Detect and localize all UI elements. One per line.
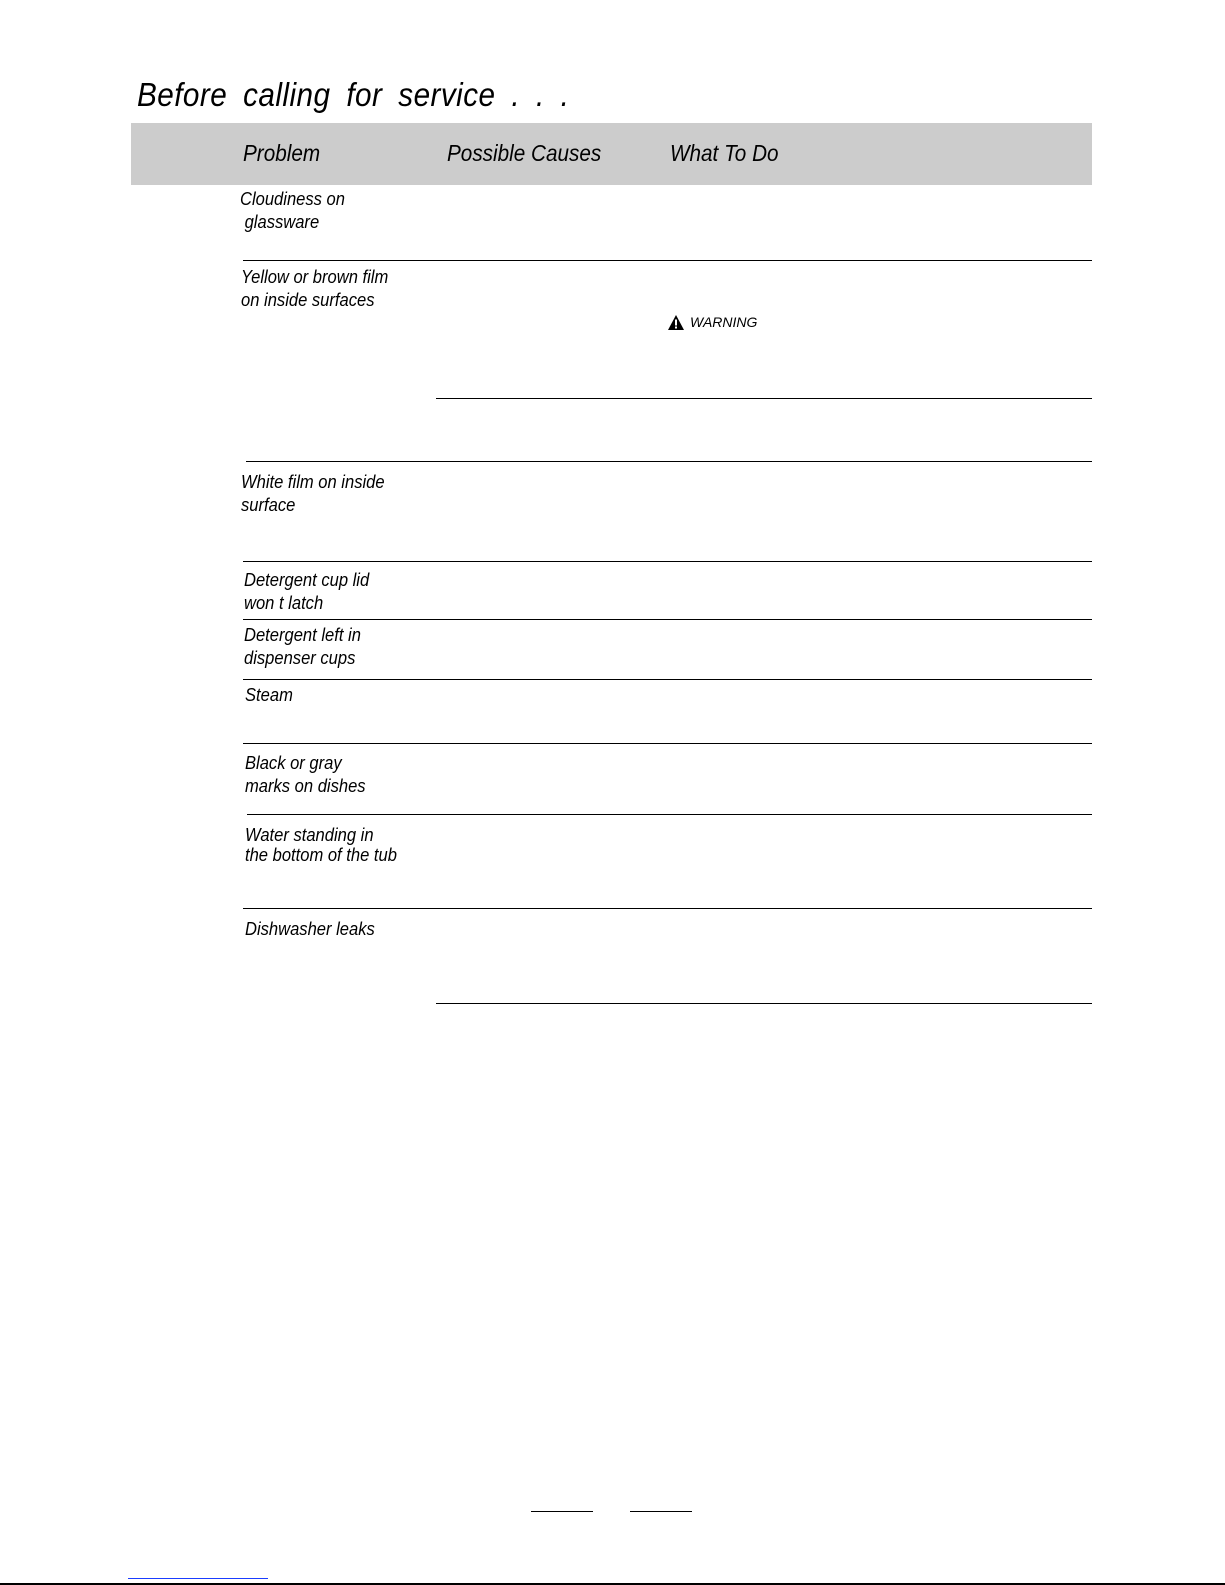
- problem-detergent-lid: [244, 569, 369, 615]
- column-header-what-to-do: What To Do: [670, 140, 779, 166]
- problem-detergent-left: [244, 624, 361, 670]
- problem-line: Steam: [245, 685, 293, 705]
- warning-label: [668, 314, 757, 330]
- problem-line: won t latch: [244, 593, 324, 613]
- row-divider: [243, 260, 1092, 261]
- row-divider: [247, 814, 1092, 815]
- problem-line: Yellow or brown film: [241, 267, 389, 287]
- problem-steam: [245, 684, 293, 707]
- column-header-problem: Problem: [243, 140, 321, 166]
- problem-water-standing: [245, 825, 397, 865]
- problem-white-film: [241, 471, 385, 517]
- problem-line: White film on inside: [241, 472, 385, 492]
- row-divider: [246, 461, 1092, 462]
- problem-line: Black or gray: [245, 753, 342, 773]
- warning-text: WARNING: [690, 314, 758, 330]
- row-divider: [243, 743, 1092, 744]
- problem-line: dispenser cups: [244, 648, 356, 668]
- footer-rule-right: [630, 1511, 692, 1512]
- problem-line: Water standing in: [245, 825, 374, 845]
- problem-line: surface: [241, 495, 296, 515]
- problem-line: marks on dishes: [245, 776, 366, 796]
- page-title: Before calling for service . . .: [137, 76, 570, 113]
- problem-line: Dishwasher leaks: [245, 919, 375, 939]
- problem-line: Detergent cup lid: [244, 570, 370, 590]
- problem-dishwasher-leaks: [245, 918, 375, 941]
- footer-rule-left: [531, 1511, 593, 1512]
- row-divider: [243, 679, 1092, 680]
- row-divider: [243, 908, 1092, 909]
- row-divider: [436, 1003, 1092, 1004]
- column-header-possible-causes: Possible Causes: [447, 140, 602, 166]
- problem-line: glassware: [240, 212, 320, 232]
- problem-cloudiness: [240, 188, 345, 234]
- problem-yellow-film: [241, 266, 388, 312]
- problem-line: on inside surfaces: [241, 290, 375, 310]
- problem-black-gray-marks: [245, 752, 366, 798]
- problem-line: Detergent left in: [244, 625, 361, 645]
- bottom-link-underline: [128, 1578, 268, 1579]
- row-divider: [243, 561, 1092, 562]
- row-divider: [243, 619, 1092, 620]
- problem-line: Cloudiness on: [240, 189, 345, 209]
- warning-triangle-icon: [668, 315, 684, 330]
- problem-line: the bottom of the tub: [245, 845, 397, 865]
- row-divider: [436, 398, 1092, 399]
